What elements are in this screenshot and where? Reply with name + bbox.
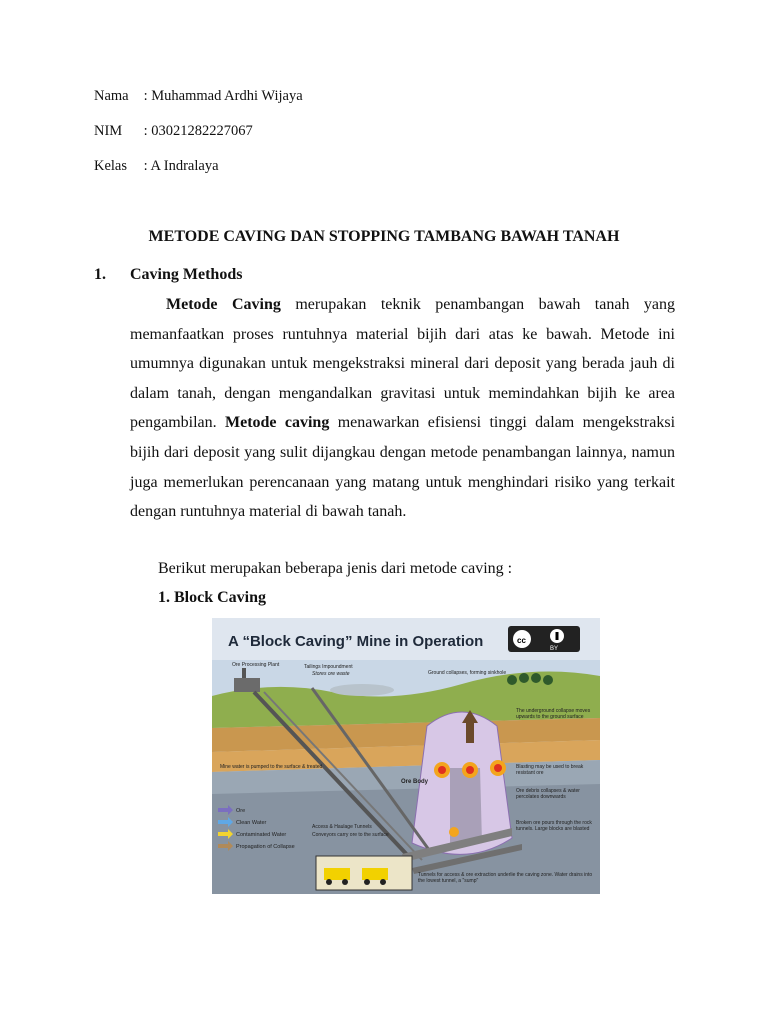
section-paragraph	[130, 290, 675, 527]
tailings-label: Tailings Impoundment	[304, 664, 353, 670]
ore-body-label: Ore Body	[401, 779, 429, 785]
broken-ore-label: Broken ore pours through the rock tunnels. Large blocks are blasted	[516, 820, 592, 832]
legend-collapse: Propagation of Collapse	[236, 844, 295, 850]
class-value: : A Indralaya	[143, 158, 219, 174]
plant-label: Ore Processing Plant	[232, 662, 280, 668]
name-label: Nama	[94, 88, 129, 104]
nim-value: : 03021282227067	[143, 123, 253, 139]
intro-sentence: Berikut merupakan beberapa jenis dari metode caving :	[158, 560, 513, 577]
nim-row	[94, 123, 253, 140]
section-number: 1.	[94, 266, 106, 283]
document-title: METODE CAVING DAN STOPPING TAMBANG BAWAH TANAH	[148, 228, 620, 245]
block-caving-diagram	[212, 618, 600, 894]
svg-text:cc: cc	[517, 636, 526, 645]
name-value: : Muhammad Ardhi Wijaya	[143, 88, 303, 104]
access-label: Access & Haulage Tunnels	[312, 824, 372, 830]
tunnels-label: Tunnels for access & ore extraction underlie the caving zone. Water drains into the lowest tunnel, a "sump"	[418, 872, 593, 884]
paragraph-text-2: menawarkan efisiensi tinggi dalam mengekstraksi bijih dari deposit yang sulit dijangkau dengan metode penambangan lainnya, namun juga memerlukan perencanaan yang matang untuk menghindari risiko yang terkait dengan runtuhnya material di bawah tanah.	[130, 414, 676, 521]
legend-contaminated-water: Contaminated Water	[236, 832, 287, 838]
tailings-sublabel: Stores ore waste	[312, 671, 350, 677]
legend-clean-water: Clean Water	[236, 820, 267, 826]
section-title: Caving Methods	[130, 266, 243, 283]
license-text: BY	[550, 646, 559, 652]
ground-label: Ground collapses, forming sinkhole	[428, 670, 507, 676]
bold-term-2: Metode caving	[225, 414, 330, 432]
underground-label: The underground collapse moves upwards to the ground surface	[516, 708, 591, 720]
figure-title: A “Block Caving” Mine in Operation	[228, 633, 484, 650]
tailings-pond-icon	[330, 684, 394, 696]
mine-water-label: Mine water is pumped to the surface & treated	[220, 764, 323, 770]
class-row	[94, 158, 219, 175]
legend-ore: Ore	[236, 808, 246, 814]
truck-icon	[324, 868, 350, 880]
nim-label: NIM	[94, 123, 123, 139]
name-row	[94, 88, 303, 105]
blasting-label: Blasting may be used to break resistant ore	[516, 764, 584, 776]
subheading-block-caving: 1. Block Caving	[158, 589, 267, 606]
cc-license-badge	[508, 626, 580, 652]
conveyors-label: Conveyors carry ore to the surface	[312, 832, 389, 838]
class-label: Kelas	[94, 158, 128, 174]
paragraph-text-1: merupakan teknik penambangan bawah tanah yang memanfaatkan proses runtuhnya material bijih dari atas ke bawah. Metode ini umumnya digunakan untuk mengekstraksi mineral dari deposit yang berada jauh di dalam tanah, dengan mengandalkan gravitasi untuk memindahkan bijih ke area pengambilan.	[130, 296, 675, 432]
debris-label: Ore debris collapses & water percolates downwards	[516, 788, 580, 800]
bold-term-1: Metode Caving	[166, 296, 281, 313]
